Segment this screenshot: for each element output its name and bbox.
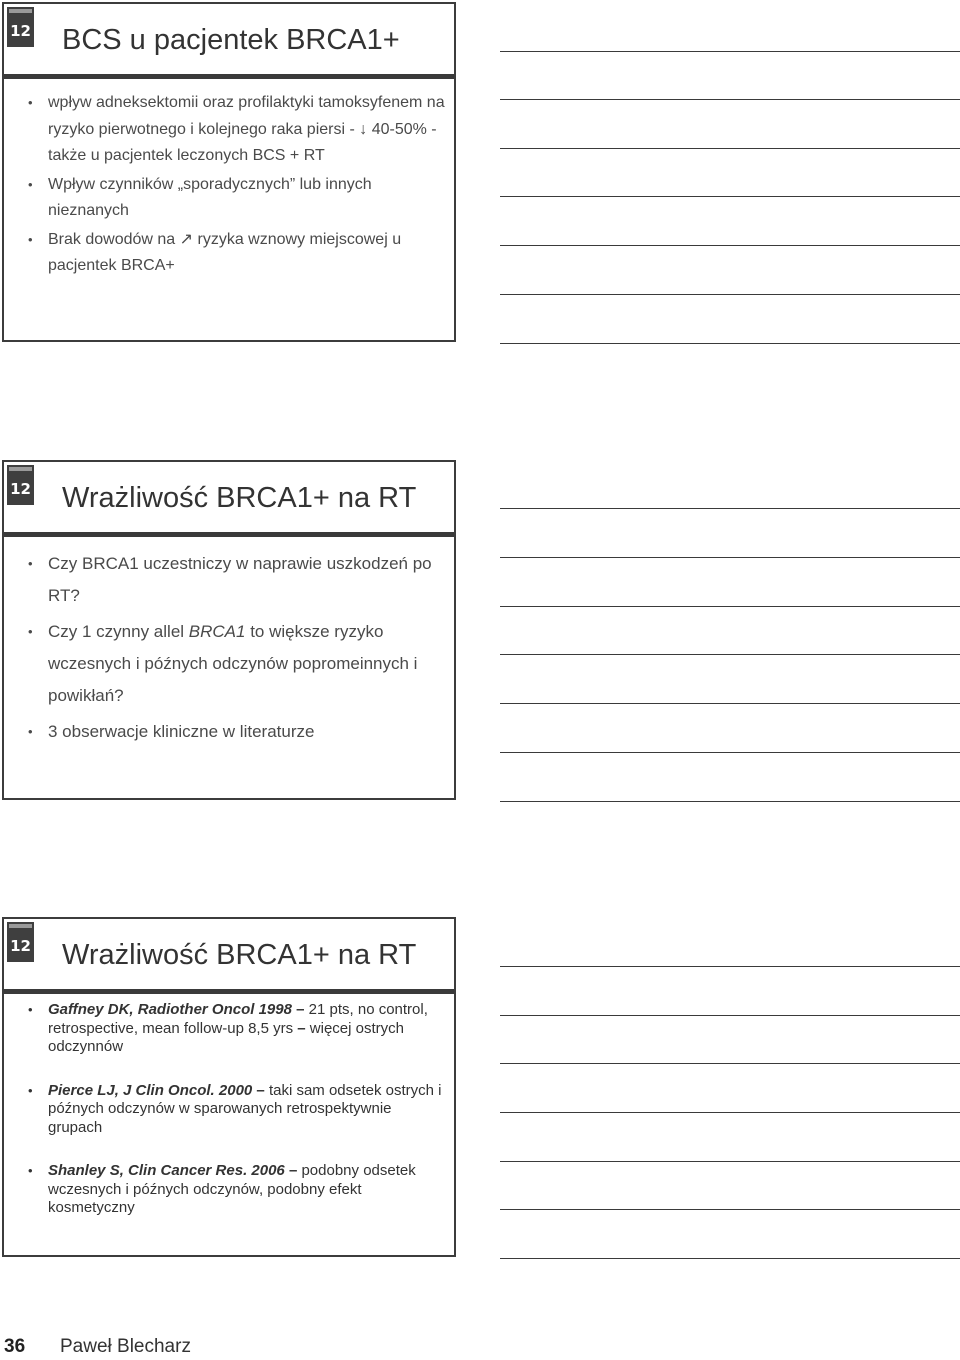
bullet-item: • 3 obserwacje kliniczne w literaturze [26, 716, 446, 748]
note-line [500, 606, 960, 607]
reference-item: • Shanley S, Clin Cancer Res. 2006 – podobny odsetek wczesnych i późnych odczynów, podobny efekt kosmetyczny [26, 1162, 446, 1218]
slide-logo-icon: 12 [7, 7, 34, 47]
author-name: Paweł Blecharz [60, 1336, 191, 1357]
bullet-item: • wpływ adneksektomii oraz profilaktyki tamoksyfenem na ryzyko pierwotnego i kolejnego raka piersi - ↓ 40-50% - także u pacjentek leczonych BCS + RT [26, 90, 446, 170]
bullet-list [26, 1001, 446, 1243]
bullet-list [26, 90, 446, 282]
note-line [500, 966, 960, 967]
reference-item: • Gaffney DK, Radiother Oncol 1998 – 21 pts, no control, retrospective, mean follow-up 8,5 yrs – więcej ostrych odczynnów [26, 1001, 446, 1057]
note-line [500, 51, 960, 52]
note-line [500, 557, 960, 558]
citation: Shanley S, Clin Cancer Res. 2006 [48, 1162, 285, 1179]
note-line [500, 508, 960, 509]
note-line [500, 1209, 960, 1210]
note-line [500, 1161, 960, 1162]
note-line [500, 343, 960, 344]
slide-header [4, 4, 454, 76]
page-number: 36 [4, 1336, 26, 1357]
citation: Gaffney DK, Radiother Oncol 1998 [48, 1001, 292, 1018]
slide-title: Wrażliwość BRCA1+ na RT [62, 939, 417, 971]
note-line [500, 1015, 960, 1016]
bullet-item: • Czy BRCA1 uczestniczy w naprawie uszkodzeń po RT? [26, 548, 446, 612]
bullet-list [26, 548, 446, 752]
slide-logo-icon: 12 [7, 922, 34, 962]
reference-item: • Pierce LJ, J Clin Oncol. 2000 – taki sam odsetek ostrych i późnych odczynów w sparowanych retrospektywnie grupach [26, 1082, 446, 1138]
slide-header [4, 462, 454, 534]
note-line [500, 148, 960, 149]
header-divider [4, 532, 454, 537]
bullet-item: • Wpływ czynników „sporadycznych” lub innych nieznanych [26, 172, 446, 225]
slide-title: Wrażliwość BRCA1+ na RT [62, 482, 417, 514]
note-line [500, 245, 960, 246]
note-line [500, 703, 960, 704]
citation: Pierce LJ, J Clin Oncol. 2000 [48, 1081, 253, 1099]
note-line [500, 801, 960, 802]
note-line [500, 196, 960, 197]
bullet-item: • Brak dowodów na ↗ ryzyka wznowy miejscowej u pacjentek BRCA+ [26, 227, 446, 280]
header-divider [4, 989, 454, 994]
note-line [500, 1112, 960, 1113]
note-line [500, 1258, 960, 1259]
note-line [500, 654, 960, 655]
slide-2 [2, 460, 456, 800]
note-line [500, 294, 960, 295]
note-line [500, 752, 960, 753]
gene-name: BRCA1 [188, 622, 246, 641]
slide-1 [2, 2, 456, 342]
slide-3 [2, 917, 456, 1257]
note-line [500, 99, 960, 100]
bullet-item: • Czy 1 czynny allel BRCA1 to większe ryzyko wczesnych i późnych odczynów popromeinnych i powikłań? [26, 616, 446, 712]
slide-header [4, 919, 454, 991]
header-divider [4, 74, 454, 79]
slide-title: BCS u pacjentek BRCA1+ [62, 24, 400, 56]
slide-logo-icon: 12 [7, 465, 34, 505]
note-line [500, 1063, 960, 1064]
